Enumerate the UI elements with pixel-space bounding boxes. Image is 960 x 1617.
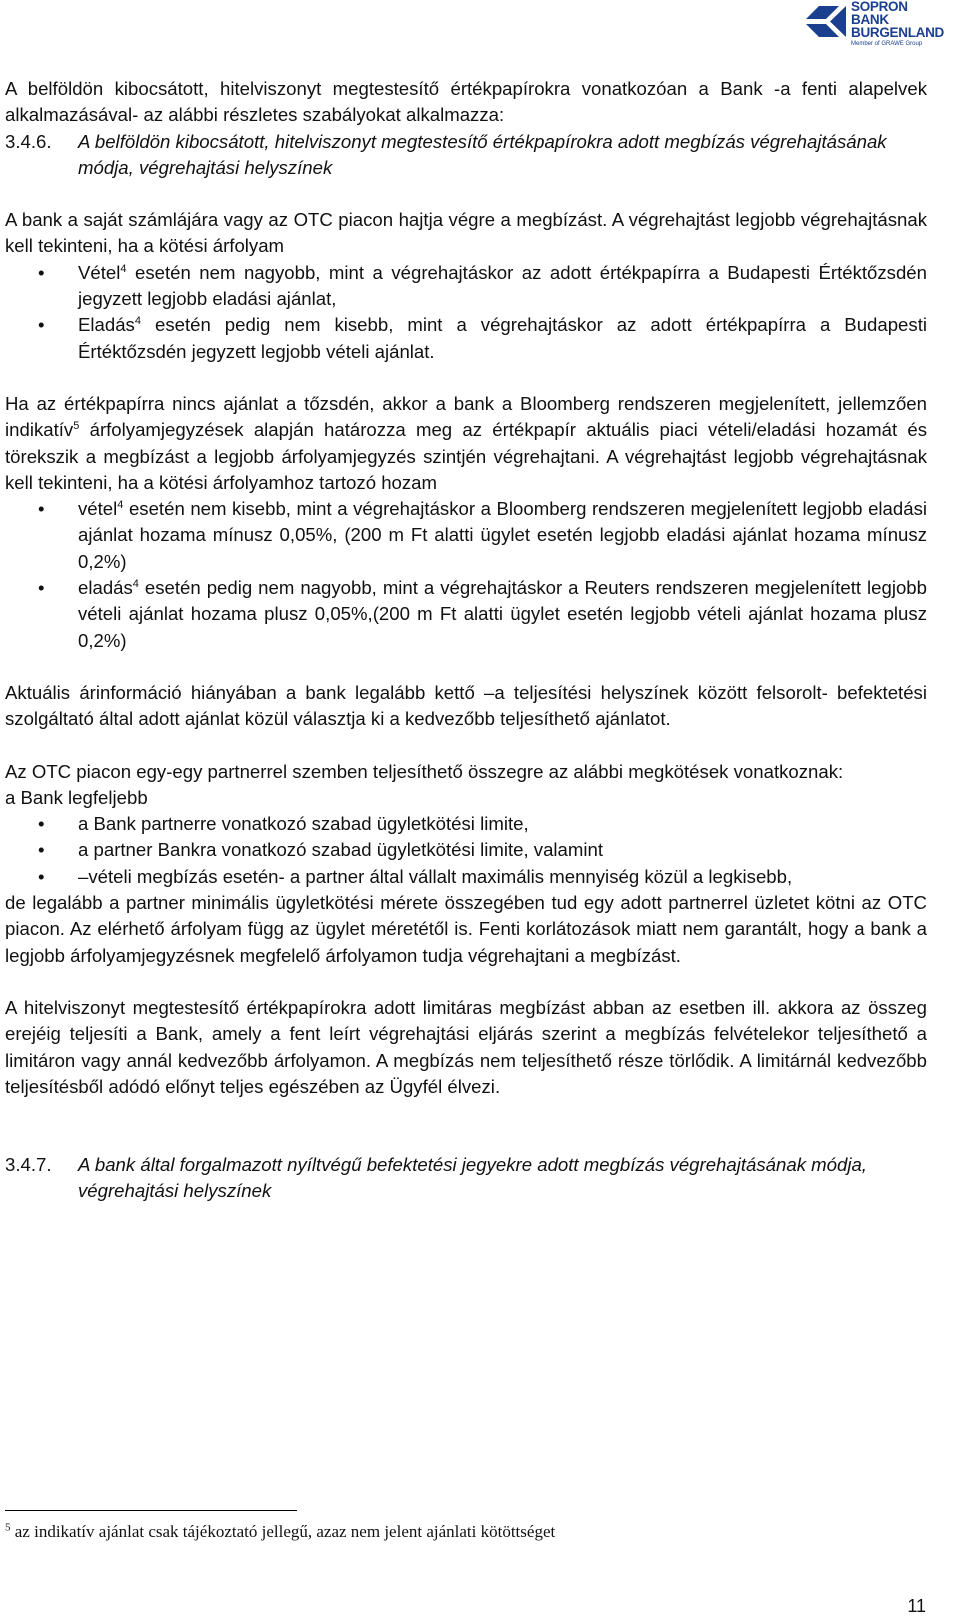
- paragraph-otc: Az OTC piacon egy-egy partnerrel szemben teljesíthető összegre az alábbi megkötések vonatkoznak:: [5, 760, 844, 782]
- bullet-list-bse: [5, 260, 927, 365]
- bullet-list-yield: [5, 496, 927, 654]
- paragraph-bank-max: a Bank legfeljebb: [5, 786, 148, 808]
- section-heading-3-4-7: [5, 1152, 927, 1205]
- footnote-divider: [5, 1510, 297, 1511]
- footnote: $^5$ az indikatív ajánlat csak tájékoztató jellegű, azaz nem jelent ajánlati kötöttséget: [5, 1521, 556, 1541]
- paragraph-price-info: Aktuális árinformáció hiányában a bank legalább kettő –a teljesítési helyszínek között felsorolt- befektetési szolgáltató által adott ajánlat közül választja ki a kedvezőbb teljesíthető ajánlatot.: [5, 681, 927, 730]
- section-title: A belföldön kibocsátott, hitelviszonyt megtestesítő értékpapírokra adott megbízás végrehajtásának módja, végrehajtási helyszínek: [78, 130, 887, 178]
- section-number: 3.4.6.: [5, 130, 52, 152]
- bank-logo-subtitle: Member of GRAWE Group: [851, 41, 923, 47]
- list-item: • eladás$^4$ esetén pedig nem nagyobb, mint a végrehajtáskor a Reuters rendszeren megjelenített legjobb vételi ajánlat hozama plusz 0,05%,(200 m Ft alatti ügylet esetén legjobb vételi ajánlat hozama plusz 0,2%): [5, 575, 927, 654]
- page-number: 11: [907, 1596, 926, 1616]
- list-item: • a partner Bankra vonatkozó szabad ügyletkötési limite, valamint: [5, 837, 927, 863]
- intro-paragraph: A belföldön kibocsátott, hitelviszonyt megtestesítő értékpapírokra vonatkozóan a Bank -a fenti alapelvek alkalmazásával- az alábbi részletes szabályokat alkalmazza:: [5, 78, 927, 126]
- list-item: • vétel$^4$ esetén nem kisebb, mint a végrehajtáskor a Bloomberg rendszeren megjelenített legjobb eladási ajánlat hozama mínusz 0,05%, (200 m Ft alatti ügylet esetén legjobb eladási ajánlat hozama mínusz 0,2%): [5, 496, 927, 575]
- list-item: • Eladás$^4$ esetén pedig nem kisebb, mint a végrehajtáskor az adott értékpapírra a Budapesti Értéktőzsdén jegyzett legjobb vételi ajánlat.: [5, 312, 927, 365]
- section-number: 3.4.7.: [5, 1154, 52, 1176]
- paragraph-execution: A bank a saját számlájára vagy az OTC piacon hajtja végre a megbízást. A végrehajtást legjobb végrehajtásnak kell tekinteni, ha a kötési árfolyam: [5, 209, 927, 257]
- list-item: • Vétel$^4$ esetén nem nagyobb, mint a végrehajtáskor az adott értékpapírra a Budapesti Értéktőzsdén jegyzett legjobb eladási ajánlat,: [5, 260, 927, 313]
- bullet-list-limits: [5, 811, 927, 890]
- document-body: [5, 76, 927, 1205]
- bank-logo: [806, 0, 956, 52]
- list-item: • –vételi megbízás esetén- a partner által vállalt maximális mennyiség közül a legkisebb,: [5, 864, 927, 890]
- section-heading-3-4-6: [5, 129, 927, 182]
- paragraph-otc-continued: de legalább a partner minimális ügyletkötési mérete összegében tud egy adott partnerrel üzletet kötni az OTC piacon. Az elérhető árfolyam függ az ügylet méretétől is. Fenti korlátozások miatt nem garantált, hogy a bank a legjobb árfolyamjegyzésnek megfelelő árfolyamon tudja végrehajtani a megbízást.: [5, 892, 927, 966]
- list-item: • a Bank partnerre vonatkozó szabad ügyletkötési limite,: [5, 811, 927, 837]
- paragraph-limit-order: A hitelviszonyt megtestesítő értékpapírokra adott limitáras megbízást abban az esetben ill. akkora az összeg erejéig teljesíti a Bank, amely a fent leírt végrehajtási eljárás szerint a megbízás felvételekor teljesíthető a limitáron vagy annál kedvezőbb árfolyamon. A megbízás nem teljesíthető része törlődik. A limitárnál kedvezőbb teljesítésből adódó előnyt teljes egészében az Ügyfél élvezi.: [5, 996, 927, 1097]
- bank-logo-mark-icon: [806, 2, 848, 42]
- bank-logo-text: SOPRON BANK BURGENLAND: [851, 0, 944, 40]
- section-title: A bank által forgalmazott nyíltvégű befektetési jegyekre adott megbízás végrehajtásának módja, végrehajtási helyszínek: [78, 1154, 867, 1202]
- paragraph-bloomberg: Ha az értékpapírra nincs ajánlat a tőzsdén, akkor a bank a Bloomberg rendszeren megjelenített, jellemzően indikatív$^5$ árfolyamjegyzések alapján határozza meg az értékpapír aktuális piaci vételi/eladási hozamát és törekszik a megbízást a legjobb árfolyamjegyzés szintjén végrehajtani. A végrehajtást legjobb végrehajtásnak kell tekinteni, ha a kötési árfolyamhoz tartozó hozam: [5, 392, 927, 493]
